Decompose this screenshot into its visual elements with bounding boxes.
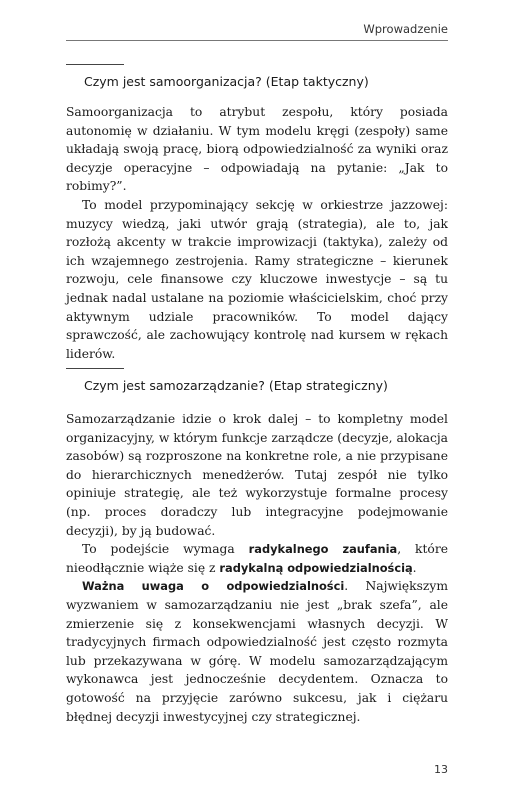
section1-body <box>66 103 448 363</box>
section2-paragraph-1: Samozarządzanie idzie o krok dalej – to kompletny model organizacyjny, w którym funkcje zarządcze (decyzje, alokacja zasobów) są rozproszone na konkretne role, a nie przypisane do hierarchicznych menedżerów. Tutaj zespół nie tylko opiniuje strategię, ale też wykorzystuje formalne procesy (np. proces doradczy lub integracyjne podejmowanie decyzji), by ją budować. <box>66 412 448 538</box>
p2-text-before: To podejście wymaga <box>82 542 249 557</box>
p3-text-rest: . Największym wyzwaniem w samozarządzaniu nie jest „brak szefa”, ale zmierzenie się z konsekwencjami własnych decyzji. W tradycyjnych firmach odpowiedzialność jest często rozmyta lub przekazywana w górę. W modelu samozarządzającym wykonawca jest jednocześnie decydentem. Oznacza to gotowość na przyjęcie zarówno sukcesu, jak i ciężaru błędnej decyzji inwestycyjnej czy strategicznej. <box>66 579 448 724</box>
emphasis-radical-responsibility: radykalną odpowiedzialnością <box>219 560 413 575</box>
section2-rule <box>66 368 124 369</box>
section2-heading: Czym jest samozarządzanie? (Etap strategiczny) <box>84 378 388 393</box>
section2-body <box>66 410 448 726</box>
section2-paragraph-3 <box>66 577 448 726</box>
p2-text-end: . <box>412 560 417 575</box>
section1-rule <box>66 64 124 65</box>
note-lead-in: Ważna uwaga o odpowiedzialności <box>82 579 345 594</box>
running-header: Wprowadzenie <box>363 22 448 36</box>
emphasis-radical-trust: radykalnego zaufania <box>248 542 398 557</box>
header-rule <box>66 40 448 41</box>
page-number: 13 <box>434 763 448 776</box>
section1-paragraph-2: To model przypominający sekcję w orkiestrze jazzowej: muzycy wiedzą, jaki utwór grają (strategia), ale to, jak rozłożą akcenty w trakcie improwizacji (taktyka), zależy od ich wzajemnego zestrojenia. Ramy strategiczne – kierunek rozwoju, cele finansowe czy kluczowe inwestycje – są tu jednak nadal ustalane na poziomie właścicielskim, choć przy aktywnym udziale pracowników. To model dający sprawczość, ale zachowujący kontrolę nad kursem w rękach liderów. <box>66 197 448 361</box>
section1-paragraph-1: Samoorganizacja to atrybut zespołu, który posiada autonomię w działaniu. W tym modelu kręgi (zespoły) same układają swoją pracę, biorą odpowiedzialność za wyniki oraz decyzje operacyjne – odpowiadają na pytanie: „Jak to robimy?”. <box>66 105 448 194</box>
section1-heading: Czym jest samoorganizacja? (Etap taktyczny) <box>84 74 369 89</box>
p2-text-middle: , które nieodłącznie wiąże się z <box>66 542 448 575</box>
section2-paragraph-2 <box>66 540 448 577</box>
